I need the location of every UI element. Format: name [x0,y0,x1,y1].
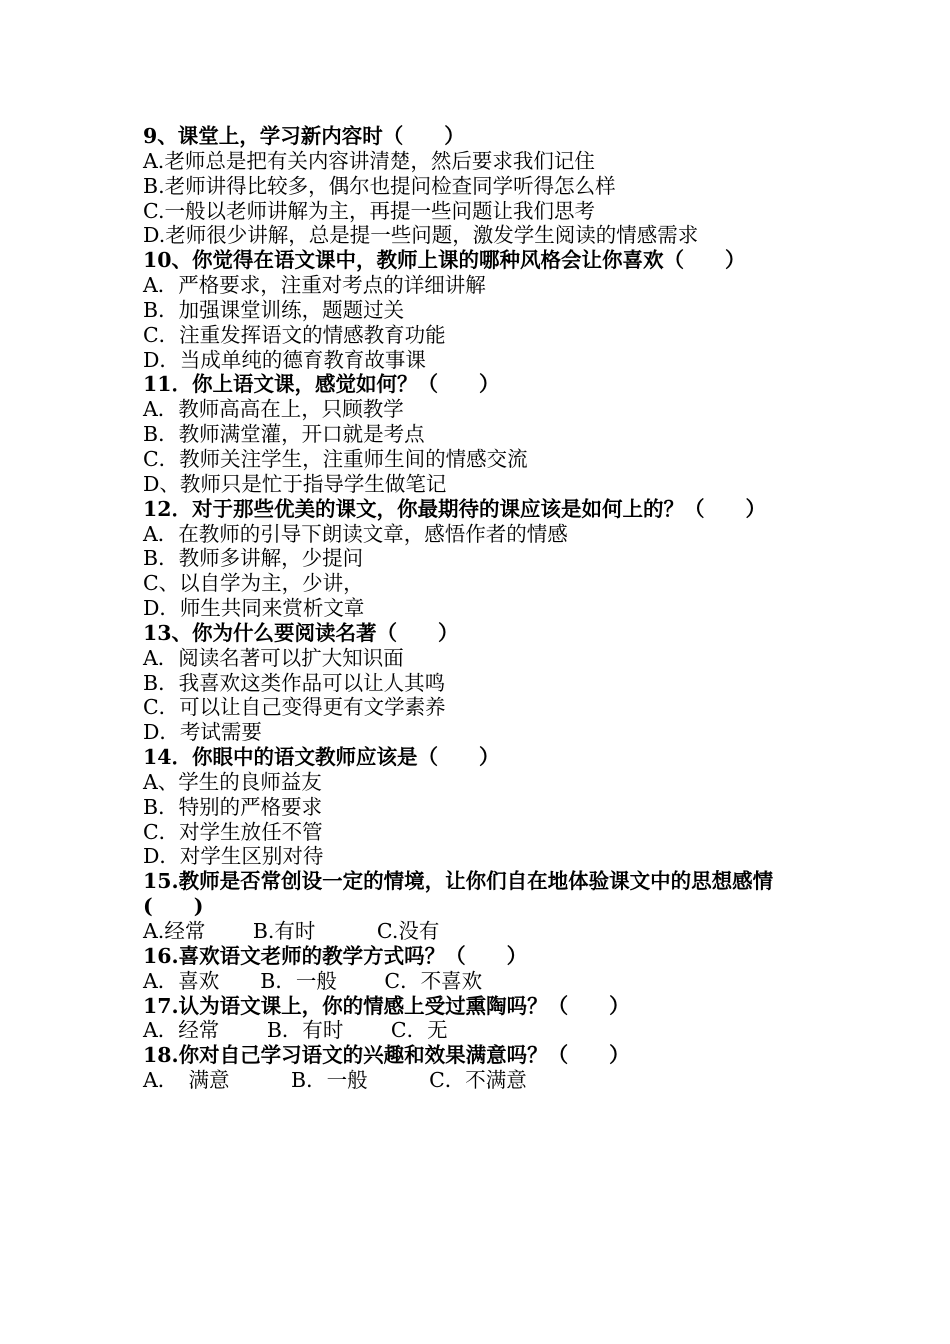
question-stem: 18.你对自己学习语文的兴趣和效果满意吗？（ ） [143,1043,630,1068]
option-line: A．教师高高在上，只顾教学 [143,397,404,422]
question-stem: 10、你觉得在语文课中，教师上课的哪种风格会让你喜欢（ ） [143,248,746,273]
option-line: A、学生的良师益友 [143,769,322,794]
questionnaire [143,124,843,1093]
question-stem: 14．你眼中的语文教师应该是（ ） [143,745,500,770]
option-line: A．经常 B．有时 C．无 [143,1018,448,1043]
option-line: D．考试需要 [143,720,262,745]
option-line: C．可以让自己变得更有文学素养 [143,695,446,720]
option-line: B.老师讲得比较多，偶尔也提问检查同学听得怎么样 [143,173,616,198]
option-line: A．喜欢 B．一般 C．不喜欢 [143,968,483,993]
question-stem: 11．你上语文课，感觉如何？（ ） [143,372,500,397]
option-line: A．在教师的引导下朗读文章，感悟作者的情感 [143,521,568,546]
option-line: B．教师多讲解，少提问 [143,546,364,571]
question-stem: 15.教师是否常创设一定的情境，让你们自在地体验课文中的思想感情( ) [143,869,774,919]
option-line: D．当成单纯的德育教育故事课 [143,347,426,372]
option-line: C、以自学为主，少讲， [143,571,364,596]
option-line: A.老师总是把有关内容讲清楚，然后要求我们记住 [143,148,595,173]
option-line: A． 满意 B．一般 C．不满意 [143,1068,527,1093]
option-line: A．严格要求，注重对考点的详细讲解 [143,273,486,298]
option-line: D．师生共同来赏析文章 [143,596,365,621]
option-line: D．对学生区别对待 [143,844,324,869]
question-stem: 12．对于那些优美的课文，你最期待的课应该是如何上的？（ ） [143,496,767,521]
question-stem: 17.认为语文课上，你的情感上受过熏陶吗？（ ） [143,993,630,1018]
option-line: B．特别的严格要求 [143,794,323,819]
option-line: B．教师满堂灌，开口就是考点 [143,422,425,447]
question-stem: 9、课堂上，学习新内容时（ ） [143,124,465,148]
question-stem: 16.喜欢语文老师的教学方式吗？（ ） [143,943,528,968]
question-stem: 13、你为什么要阅读名著（ ） [143,620,459,645]
option-line: A．阅读名著可以扩大知识面 [143,645,404,670]
option-line: B．我喜欢这类作品可以让人其鸣 [143,670,446,695]
option-line: C.一般以老师讲解为主，再提一些问题让我们思考 [143,198,595,223]
option-line: D、教师只是忙于指导学生做笔记 [143,471,447,496]
option-line: A.经常 B.有时 C.没有 [143,919,440,943]
option-line: D.老师很少讲解，总是提一些问题，激发学生阅读的情感需求 [143,223,699,248]
option-line: C．教师关注学生，注重师生间的情感交流 [143,446,528,471]
option-line: C．对学生放任不管 [143,819,323,844]
option-line: B．加强课堂训练，题题过关 [143,297,405,322]
option-line: C．注重发挥语文的情感教育功能 [143,322,446,347]
